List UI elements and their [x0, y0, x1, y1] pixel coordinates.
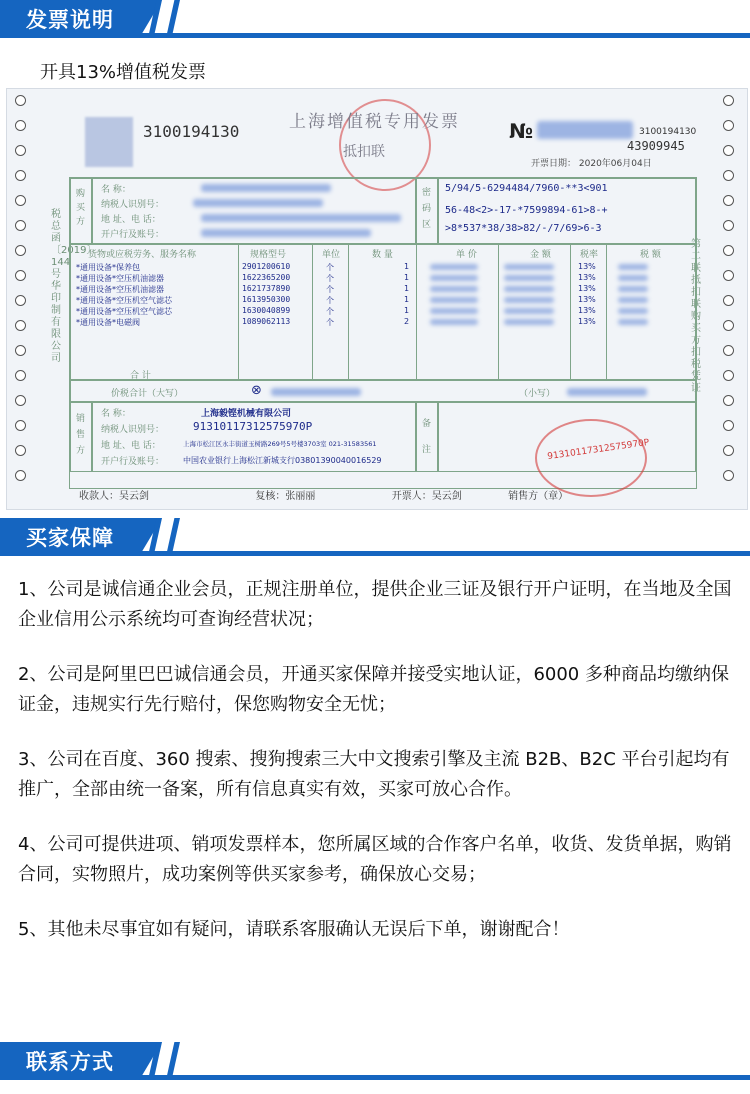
side-text-left: 税总函〔2019〕144号华印制有限公司 — [51, 209, 97, 364]
total-label: 合 计 — [130, 371, 151, 381]
item-unit: 个 — [326, 318, 334, 327]
perforation-right — [723, 95, 737, 495]
item-qty: 1 — [404, 273, 410, 282]
checker-name: 张丽丽 — [285, 491, 316, 502]
item-value-blurred — [618, 297, 648, 303]
item-model: 1622365200 — [242, 273, 291, 282]
cipher-cell — [438, 178, 696, 244]
seller-side-label: 销售方 — [76, 414, 86, 456]
item-model: 1630040899 — [242, 306, 291, 315]
buyer-taxid-label: 纳税人识别号： — [101, 200, 165, 210]
invoice-signatures — [79, 487, 568, 502]
item-qty: 1 — [404, 284, 410, 293]
item-name: *通用设备*电磁阀 — [76, 318, 140, 327]
guarantee-item: 4、公司可提供进项、销项发票样本，您所属区域的合作客户名单，收货、发货单据，购销合同，实物照片，成功案例等供买家参考，确保放心交易； — [18, 834, 732, 885]
buyer-address-label: 地 址、电 话： — [101, 215, 161, 225]
tax-total-upper-blurred — [271, 388, 361, 396]
item-value-blurred — [618, 275, 648, 281]
item-value-blurred — [618, 308, 648, 314]
issuer-name: 吴云剑 — [431, 491, 462, 502]
seller-side-cell — [70, 402, 92, 472]
item-rate: 13% — [578, 317, 596, 326]
item-value-blurred — [430, 286, 478, 292]
item-qty: 2 — [404, 317, 410, 326]
col-tax: 税 额 — [640, 250, 661, 260]
item-value-blurred — [618, 264, 648, 270]
buyer-taxid-blurred — [193, 199, 323, 207]
seller-taxid-label: 纳税人识别号： — [101, 425, 165, 435]
section-title-guarantee: 买家保障 — [26, 526, 114, 550]
item-rate: 13% — [578, 273, 596, 282]
section-header-invoice — [0, 0, 750, 38]
issuer-label: 开票人： — [391, 491, 432, 502]
invoice-code: 3100194130 — [143, 122, 240, 141]
date-label: 开票日期： — [531, 159, 577, 169]
invoice-title: 上海增值税专用发票 — [289, 112, 460, 132]
invoice-subtitle: 抵扣联 — [343, 144, 385, 160]
item-value-blurred — [430, 308, 478, 314]
date-value: 2020年06月04日 — [578, 159, 652, 169]
small-amount-label: （小写） — [519, 389, 556, 399]
receiver-label: 收款人： — [79, 491, 119, 502]
item-qty: 1 — [404, 262, 410, 271]
buyer-name-label: 名 称： — [101, 185, 131, 195]
seller-address-label: 地 址、电 话： — [101, 441, 161, 451]
section-header-guarantee — [0, 518, 750, 556]
item-unit: 个 — [326, 263, 334, 272]
item-value-blurred — [430, 264, 478, 270]
item-name: *通用设备*空压机空气滤芯 — [76, 296, 172, 305]
tax-total-label: 价税合计（大写） — [111, 389, 184, 399]
invoice-number-blurred — [537, 121, 633, 139]
col-amount: 金 额 — [530, 250, 551, 260]
receiver-name: 吴云剑 — [119, 491, 149, 502]
cipher-line-1: 5/94/5-6294484/7960-**3<901 — [445, 183, 608, 194]
invoice-date — [531, 156, 652, 169]
buyer-bank-label: 开户行及账号： — [101, 230, 165, 240]
seller-name: 上海毅铿机械有限公司 — [201, 409, 292, 419]
guarantee-item: 2、公司是阿里巴巴诚信通会员，开通买家保障并接受实地认证，6000 多种商品均缴纳保证金，违规实行先行赔付，保您购物安全无忧； — [18, 664, 729, 715]
col-model: 规格型号 — [250, 250, 287, 260]
password-area-cell — [416, 178, 438, 244]
buyer-side-cell — [70, 178, 92, 244]
item-qty: 1 — [404, 306, 410, 315]
item-rate: 13% — [578, 284, 596, 293]
item-value-blurred — [504, 286, 554, 292]
cross-circle-icon: ⊗ — [251, 383, 262, 398]
item-unit: 个 — [326, 285, 334, 294]
col-unit: 单位 — [322, 250, 341, 260]
guarantee-item: 1、公司是诚信通企业会员，正规注册单位，提供企业三证及银行开户证明，在当地及全国企业信用公示系统均可查询经营状况； — [18, 579, 732, 630]
col-rate: 税率 — [580, 250, 599, 260]
guarantee-list — [18, 575, 738, 970]
item-value-blurred — [430, 319, 478, 325]
buyer-address-blurred — [201, 214, 401, 222]
guarantee-item: 3、公司在百度、360 搜索、搜狗搜索三大中文搜索引擎及主流 B2B、B2C 平台引起均有推广，全部由统一备案，所有信息真实有效，买家可放心合作。 — [18, 749, 730, 800]
item-unit: 个 — [326, 307, 334, 316]
invoice-intro: 开具13%增值税发票 — [40, 62, 207, 83]
item-value-blurred — [618, 286, 648, 292]
col-qty: 数 量 — [372, 250, 393, 260]
buyer-side-label: 购买方 — [76, 189, 86, 227]
seller-bank-label: 开户行及账号： — [101, 457, 165, 467]
seller-info-cell — [92, 402, 416, 472]
item-value-blurred — [504, 308, 554, 314]
col-price: 单 价 — [456, 250, 477, 260]
section-header-contact — [0, 1042, 750, 1080]
remark-label: 备注 — [422, 419, 432, 455]
section-title-invoice: 发票说明 — [26, 8, 114, 32]
item-model: 1613950300 — [242, 295, 291, 304]
invoice-number-big: 43909945 — [627, 139, 685, 153]
invoice-image — [6, 88, 748, 510]
item-rate: 13% — [578, 295, 596, 304]
invoice-number-small: 3100194130 — [639, 127, 697, 137]
item-value-blurred — [430, 297, 478, 303]
item-qty: 1 — [404, 295, 410, 304]
item-value-blurred — [430, 275, 478, 281]
small-amount-blurred — [567, 388, 647, 396]
section-title-contact: 联系方式 — [26, 1050, 114, 1074]
item-name: *通用设备*空压机油滤器 — [76, 274, 164, 283]
buyer-bank-blurred — [201, 229, 371, 237]
cipher-line-2: 56-48<2>-17-*7599894-61>8-+ — [445, 205, 608, 216]
perforation-left — [15, 95, 29, 495]
col-name: 货物或应税劳务、服务名称 — [88, 250, 197, 260]
buyer-info-cell — [92, 178, 416, 244]
item-value-blurred — [504, 319, 554, 325]
seller-seal-text: 91310117312575970P — [546, 437, 650, 463]
checker-label: 复核： — [255, 491, 286, 502]
tax-total-cell — [70, 380, 696, 402]
item-unit: 个 — [326, 296, 334, 305]
item-model: 2901200610 — [242, 262, 291, 271]
seller-address: 上海市松江区永丰街道玉树路269号5号楼3703室 021-31583561 — [183, 440, 377, 448]
item-value-blurred — [504, 264, 554, 270]
invoice-number-label: № — [509, 119, 534, 143]
item-rate: 13% — [578, 262, 596, 271]
item-value-blurred — [504, 275, 554, 281]
item-name: *通用设备*保养包 — [76, 263, 140, 272]
buyer-name-blurred — [201, 184, 331, 192]
cipher-line-3: >8*537*38/38>82/-/7/69>6-3 — [445, 223, 602, 234]
item-name: *通用设备*空压机油滤器 — [76, 285, 164, 294]
item-value-blurred — [504, 297, 554, 303]
item-name: *通用设备*空压机空气滤芯 — [76, 307, 172, 316]
seller-bank: 中国农业银行上海松江新城支行03801390040016529 — [183, 456, 382, 465]
seller-stamp-label: 销售方（章） — [508, 491, 569, 502]
item-model: 1089062113 — [242, 317, 291, 326]
seller-name-label: 名 称： — [101, 409, 131, 419]
guarantee-item: 5、其他未尽事宜如有疑问，请联系客服确认无误后下单，谢谢配合！ — [18, 919, 570, 940]
remark-cell — [416, 402, 438, 472]
item-unit: 个 — [326, 274, 334, 283]
item-model: 1621737890 — [242, 284, 291, 293]
password-area-label: 密码区 — [422, 188, 432, 230]
item-rate: 13% — [578, 306, 596, 315]
item-value-blurred — [618, 319, 648, 325]
side-text-right: 第二联抵扣联购买方扣税凭证 — [691, 239, 701, 394]
qr-code-blurred — [85, 117, 133, 167]
seller-tax-id: 91310117312575970P — [193, 420, 313, 433]
